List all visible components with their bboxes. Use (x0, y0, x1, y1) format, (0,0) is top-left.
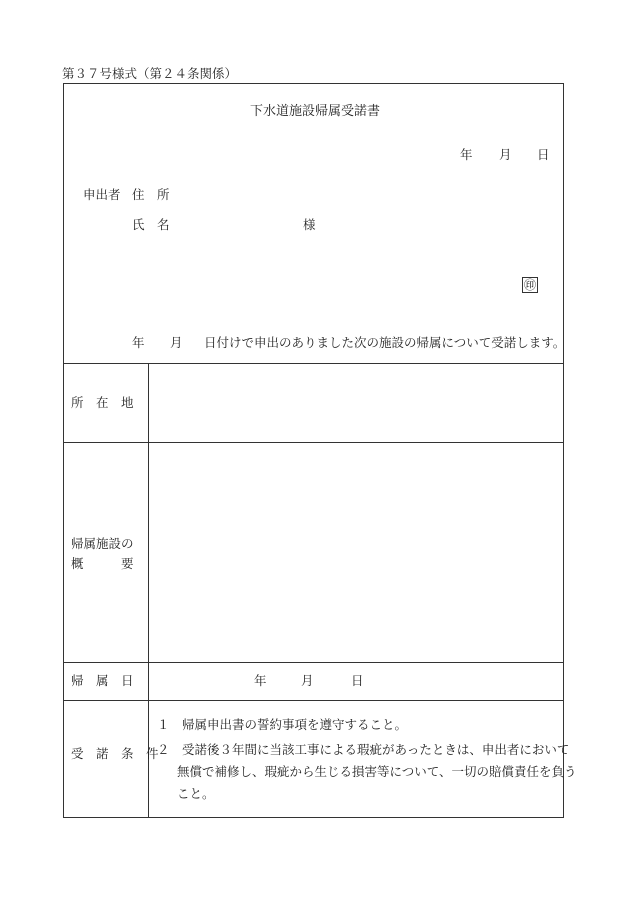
facility-label-line2: 概 要 (71, 556, 134, 571)
transfer-month-label: 月 (301, 673, 314, 688)
form-number: 第３７号様式（第２４条関係） (62, 66, 238, 81)
divider-facility (64, 662, 563, 663)
seal-mark: ㊞ (523, 278, 536, 292)
form-title: 下水道施設帰属受諾書 (250, 104, 381, 119)
location-label: 所 在 地 (71, 395, 134, 410)
transfer-day-label: 日 (351, 673, 364, 688)
conditions-label: 受 諾 条 件 (71, 746, 159, 761)
ack-month-label: 月 (170, 335, 183, 350)
date-year-label: 年 (460, 147, 473, 162)
facility-label-line1: 帰属施設の (71, 536, 134, 551)
condition-2-line2: 無償で補修し、瑕疵から生じる損害等について、一切の賠償責任を負う (177, 764, 577, 779)
address-label: 住 所 (132, 187, 170, 202)
divider-transfer-date (64, 700, 563, 701)
facility-overview-value (150, 443, 563, 661)
ack-year-label: 年 (132, 335, 145, 350)
ack-statement: 日付けで申出のありました次の施設の帰属について受諾します。 (204, 335, 566, 350)
condition-1: １ 帰属申出書の誓約事項を遵守すること。 (157, 717, 408, 732)
date-month-label: 月 (499, 147, 512, 162)
applicant-label: 申出者 (83, 187, 121, 202)
condition-2-line3: こと。 (177, 786, 215, 801)
acceptance-form (63, 83, 577, 818)
name-label: 氏 名 (132, 217, 170, 232)
honorific-label: 様 (303, 217, 316, 232)
location-value (150, 364, 563, 441)
transfer-year-label: 年 (254, 673, 267, 688)
date-day-label: 日 (537, 147, 550, 162)
condition-2-line1: ２ 受諾後３年間に当該工事による瑕疵があったときは、申出者において (157, 742, 570, 757)
transfer-date-label: 帰 属 日 (71, 673, 134, 688)
